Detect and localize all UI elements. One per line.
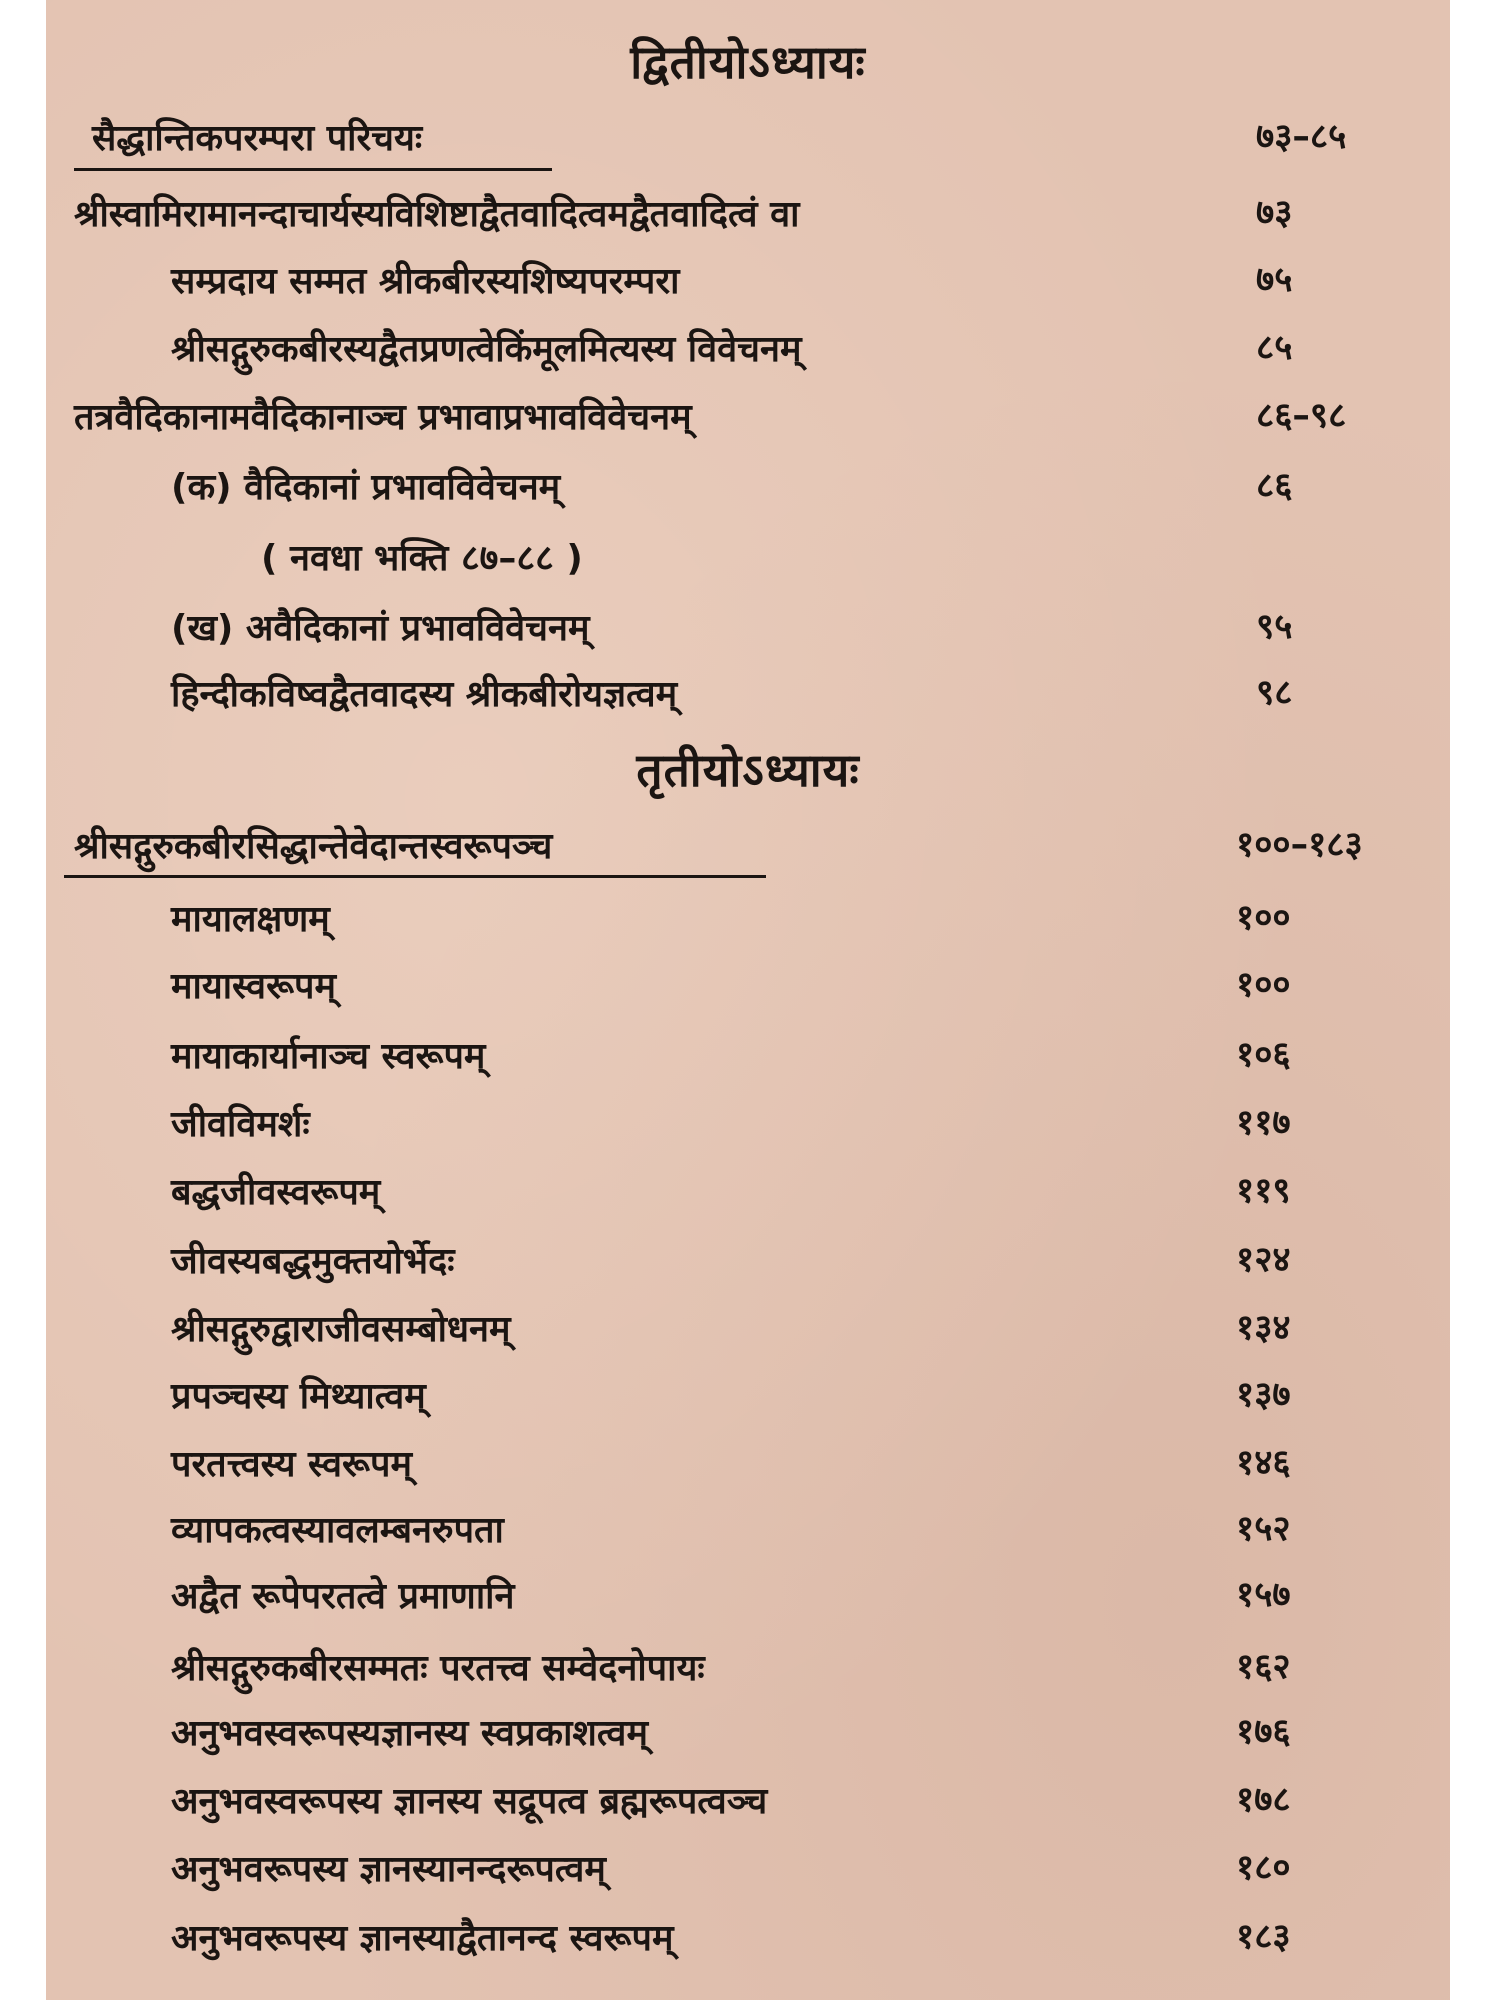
section-underline bbox=[64, 875, 766, 878]
toc-entry: अनुभवस्वरूपस्य ज्ञानस्य सद्रूपत्व ब्रह्मरूपत्वञ्च bbox=[171, 1781, 768, 1822]
toc-entry: बद्धजीवस्वरूपम् bbox=[171, 1172, 381, 1213]
toc-entry: श्रीस्वामिरामानन्दाचार्यस्यविशिष्टाद्वैतवादित्वमद्वैतवादित्वं वा bbox=[74, 194, 800, 235]
toc-entry-page: ९८ bbox=[1256, 673, 1293, 713]
toc-entry: जीवविमर्शः bbox=[171, 1104, 310, 1145]
toc-entry: श्रीसद्गुरुद्वाराजीवसम्बोधनम् bbox=[171, 1309, 511, 1350]
toc-entry: जीवस्यबद्धमुक्तयोर्भेदः bbox=[171, 1241, 455, 1282]
toc-entry: मायालक्षणम् bbox=[171, 899, 330, 940]
toc-entry: परतत्त्वस्य स्वरूपम् bbox=[171, 1444, 412, 1485]
toc-entry-page: १८३ bbox=[1236, 1917, 1291, 1957]
chapter-2-title: द्वितीयोऽध्यायः bbox=[630, 35, 866, 89]
toc-entry: अनुभवस्वरूपस्यज्ञानस्य स्वप्रकाशत्वम् bbox=[171, 1713, 648, 1754]
toc-entry: प्रपञ्चस्य मिथ्यात्वम् bbox=[171, 1376, 426, 1417]
toc-entry: सम्प्रदाय सम्मत श्रीकबीरस्यशिष्यपरम्परा bbox=[171, 261, 680, 302]
section-title-chapter-3: श्रीसद्गुरुकबीरसिद्धान्तेवेदान्तस्वरूपञ्च bbox=[74, 826, 553, 867]
toc-entry-page: १०६ bbox=[1236, 1035, 1291, 1075]
toc-entry-page: ७३ bbox=[1256, 193, 1293, 233]
toc-entry: अनुभवरूपस्य ज्ञानस्यानन्दरूपत्वम् bbox=[171, 1849, 606, 1890]
toc-entry-page: ८६–९८ bbox=[1256, 396, 1347, 436]
toc-entry-page: १४६ bbox=[1236, 1443, 1291, 1483]
toc-entry-page: १२४ bbox=[1236, 1240, 1291, 1280]
toc-entry: अद्वैत रूपेपरतत्वे प्रमाणानि bbox=[171, 1576, 515, 1617]
chapter-3-title: तृतीयोऽध्यायः bbox=[636, 743, 860, 797]
toc-entry: श्रीसद्गुरुकबीरस्यद्वैतप्रणत्वेकिंमूलमित्यस्य विवेचनम् bbox=[171, 329, 802, 370]
toc-entry-page: ८५ bbox=[1256, 328, 1293, 368]
section-title-chapter-2: सैद्धान्तिकपरम्परा परिचयः bbox=[92, 118, 423, 159]
toc-entry-page: १७८ bbox=[1236, 1780, 1291, 1820]
toc-entry-page: १८० bbox=[1236, 1848, 1291, 1888]
section-page-range-chapter-3: १००–१८३ bbox=[1236, 825, 1363, 865]
toc-entry: (ख) अवैदिकानां प्रभावविवेचनम् bbox=[171, 608, 590, 649]
toc-entry: तत्रवैदिकानामवैदिकानाञ्च प्रभावाप्रभावविवेचनम् bbox=[74, 397, 692, 438]
toc-note: ( नवधा भक्ति ८७–८८ ) bbox=[261, 538, 583, 579]
toc-entry-page: १५२ bbox=[1236, 1509, 1291, 1549]
toc-entry-page: ११९ bbox=[1236, 1171, 1291, 1211]
toc-entry: अनुभवरूपस्य ज्ञानस्याद्वैतानन्द स्वरूपम् bbox=[171, 1918, 674, 1959]
toc-entry-page: १३७ bbox=[1236, 1375, 1291, 1415]
toc-entry-page: ७५ bbox=[1256, 260, 1293, 300]
toc-entry-page: १०० bbox=[1236, 965, 1291, 1005]
toc-entry: मायास्वरूपम् bbox=[171, 966, 337, 1007]
section-underline bbox=[74, 168, 552, 171]
toc-entry-page: १६२ bbox=[1236, 1647, 1291, 1687]
toc-entry: हिन्दीकविष्वद्वैतवादस्य श्रीकबीरोयज्ञत्वम् bbox=[171, 674, 678, 715]
toc-entry: श्रीसद्गुरुकबीरसम्मतः परतत्त्व सम्वेदनोपायः bbox=[171, 1648, 705, 1689]
toc-entry: व्यापकत्वस्यावलम्बनरुपता bbox=[171, 1510, 504, 1551]
toc-entry-page: १०० bbox=[1236, 898, 1291, 938]
toc-entry: मायाकार्यानाञ्च स्वरूपम् bbox=[171, 1036, 486, 1077]
toc-entry-page: ८६ bbox=[1256, 466, 1293, 506]
toc-entry-page: ९५ bbox=[1256, 607, 1293, 647]
toc-entry-page: १३४ bbox=[1236, 1308, 1291, 1348]
toc-entry-page: ११७ bbox=[1236, 1103, 1291, 1143]
document-page bbox=[46, 0, 1450, 2000]
toc-entry-page: १५७ bbox=[1236, 1575, 1291, 1615]
section-page-range-chapter-2: ७३–८५ bbox=[1256, 117, 1347, 157]
toc-entry-page: १७६ bbox=[1236, 1712, 1291, 1752]
toc-entry: (क) वैदिकानां प्रभावविवेचनम् bbox=[171, 467, 561, 508]
